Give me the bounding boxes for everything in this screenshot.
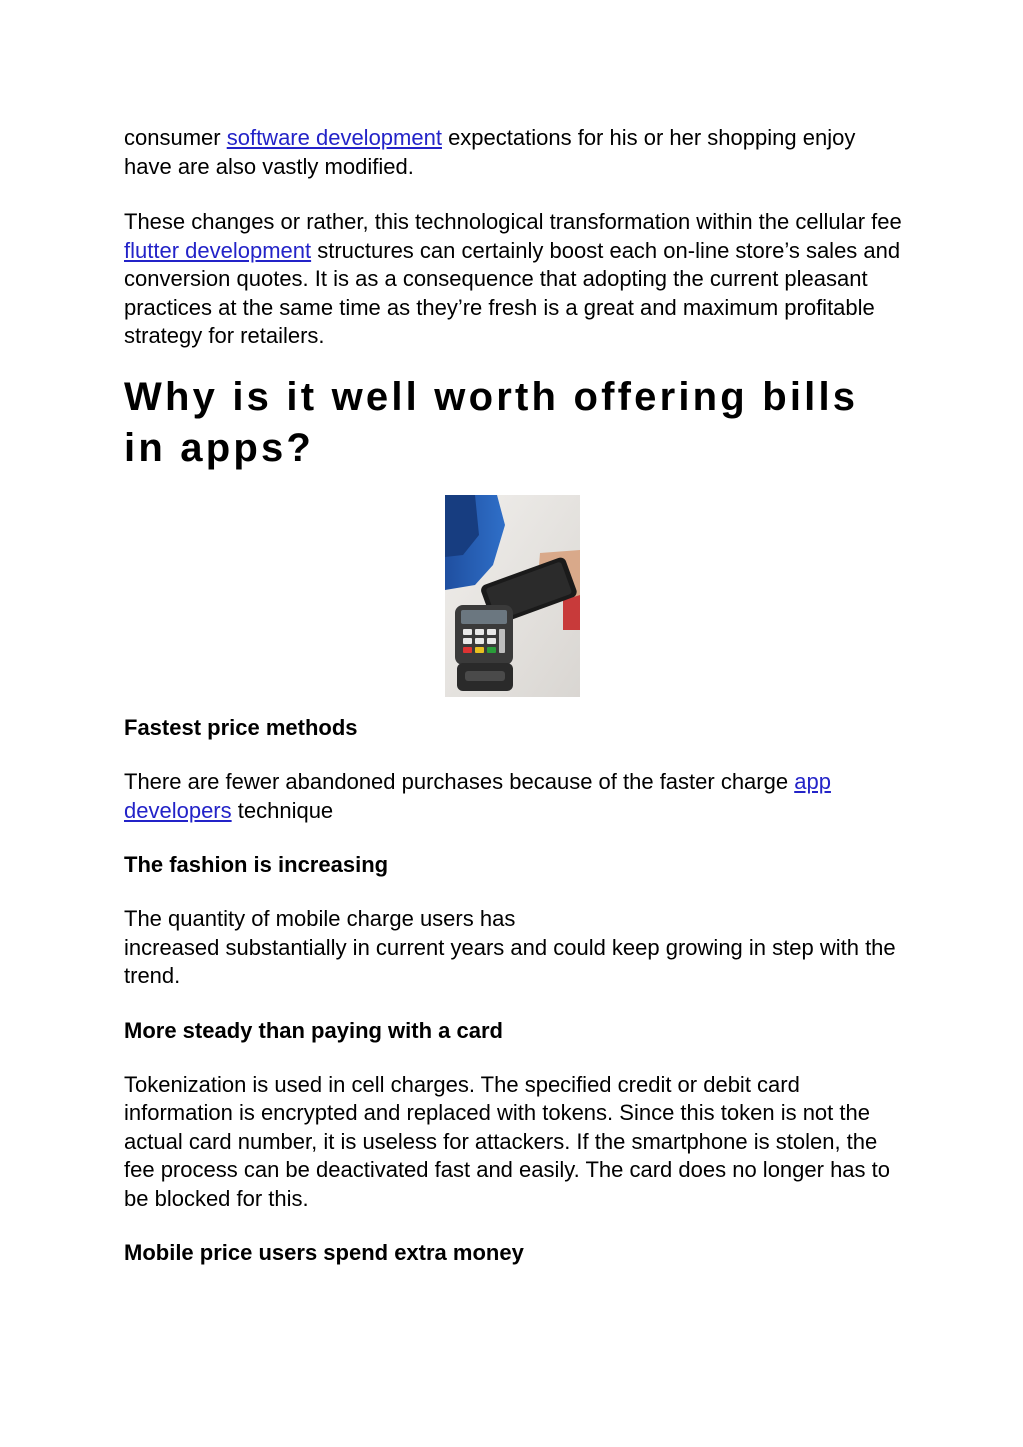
subheading-mobile-price-users: Mobile price users spend extra money	[124, 1240, 524, 1265]
intro-text-2b: structures can certainly boost each on-line store’s sales and conversion quotes. It is as a consequence that adopting the current pleasant practices at the same time as they’re fresh is a great and maximum profitable strategy for retailers.	[124, 237, 901, 348]
intro-text-1b: expectations for his or her shopping enjoy have are also vastly modified.	[124, 125, 856, 179]
intro-paragraph-1	[124, 124, 904, 181]
subheading-fashion-increasing: The fashion is increasing	[124, 852, 389, 877]
flutter-development-link[interactable]: flutter development	[124, 237, 312, 263]
fastest-text-b: technique	[231, 797, 334, 823]
mobile-payment-illustration	[445, 495, 580, 697]
intro-text-1a: consumer	[124, 125, 227, 150]
mobile-payment-photo	[445, 495, 580, 697]
paragraph-fashion-increasing	[124, 905, 904, 991]
paragraph-fastest-price	[124, 768, 904, 825]
intro-text-2a: These changes or rather, this technological transformation within the cellular fee	[124, 209, 902, 234]
app-developers-link[interactable]: app developers	[124, 769, 831, 823]
subheading-fastest-price: Fastest price methods	[124, 715, 358, 740]
intro-paragraph-2	[124, 208, 904, 351]
document-page	[124, 124, 904, 1265]
subheading-more-steady: More steady than paying with a card	[124, 1017, 503, 1043]
paragraph-more-steady: Tokenization is used in cell charges. The specified credit or debit card information is encrypted and replaced with tokens. Since this token is not the actual card number, it is useless for attackers. If the smartphone is stolen, the fee process can be deactivated fast and easily. The card does no longer has to be blocked for this.	[124, 1071, 891, 1211]
fashion-line-2: increased substantially in current years and could keep growing in step with the trend.	[124, 934, 896, 988]
fastest-text-a: There are fewer abandoned purchases because of the faster charge	[124, 769, 795, 794]
fashion-line-1: The quantity of mobile charge users has	[124, 906, 516, 931]
software-development-link[interactable]: software development	[226, 125, 442, 150]
section-heading: Why is it well worth offering bills in apps?	[124, 374, 859, 470]
sections-container	[124, 714, 904, 1267]
